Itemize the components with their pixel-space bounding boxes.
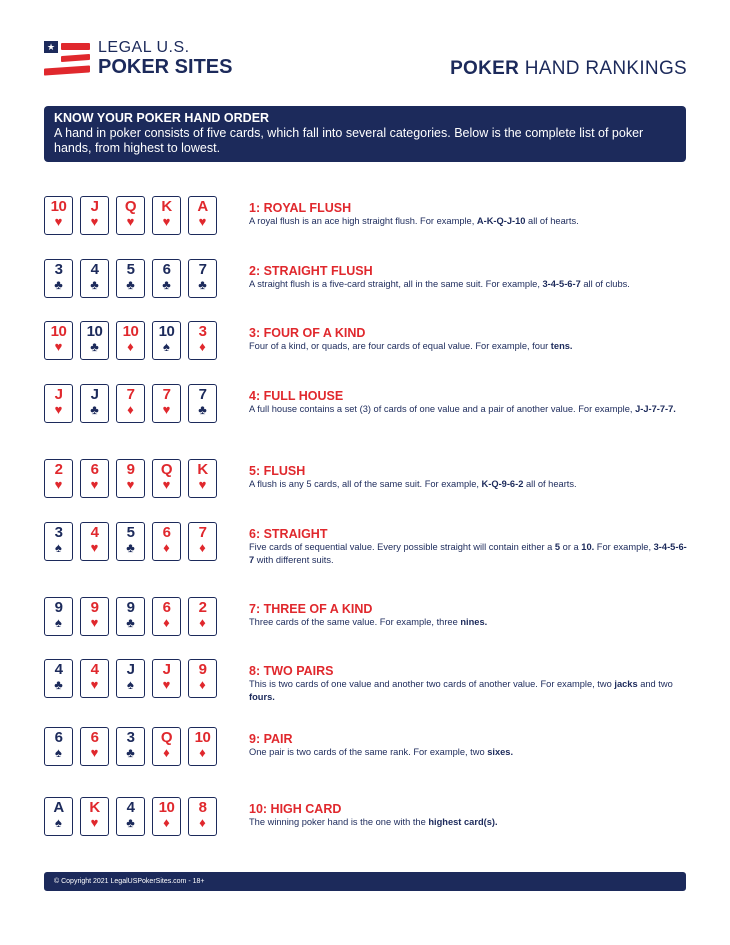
card-rank: K	[161, 198, 172, 215]
suit-icon: ♥	[90, 477, 99, 492]
card-rank: Q	[160, 461, 173, 478]
hand-title: 5: FLUSH	[249, 464, 306, 478]
hand-description: A royal flush is an ace high straight flush. For example, A-K-Q-J-10 all of hearts.	[249, 216, 579, 226]
banner-text: A hand in poker consists of five cards, which fall into several categories. Below is the complete list of poker hands, from highest to lowest.	[54, 126, 644, 155]
hand-title: 1: ROYAL FLUSH	[249, 201, 352, 215]
playing-card	[152, 522, 181, 561]
playing-card	[188, 459, 217, 498]
hand-title: 6: STRAIGHT	[249, 527, 328, 541]
suit-icon: ♦	[199, 745, 206, 760]
card-rank: J	[162, 661, 171, 678]
suit-icon: ♦	[199, 815, 206, 830]
card-rank: 5	[126, 261, 135, 278]
suit-icon: ♦	[199, 677, 206, 692]
suit-icon: ♣	[90, 277, 99, 292]
playing-card	[80, 459, 109, 498]
suit-icon: ♦	[199, 615, 206, 630]
hand-row	[44, 259, 686, 305]
suit-icon: ♥	[126, 477, 135, 492]
card-group	[44, 259, 224, 298]
card-rank: J	[126, 661, 135, 678]
playing-card	[80, 384, 109, 423]
suit-icon: ♣	[54, 677, 63, 692]
suit-icon: ♥	[90, 677, 99, 692]
hand-description: Three cards of the same value. For example, three nines.	[249, 617, 488, 627]
card-rank: 6	[162, 261, 171, 278]
playing-card	[152, 259, 181, 298]
hand-description: A straight flush is a five-card straight, all in the same suit. For example, 3-4-5-6-7 all of clubs.	[249, 279, 630, 289]
suit-icon: ♣	[126, 540, 135, 555]
suit-icon: ♥	[126, 214, 135, 229]
card-rank: J	[90, 386, 99, 403]
suit-icon: ♣	[126, 277, 135, 292]
suit-icon: ♠	[163, 339, 170, 354]
hand-row	[44, 727, 686, 773]
card-rank: J	[54, 386, 63, 403]
hand-row	[44, 196, 686, 242]
playing-card	[188, 797, 217, 836]
suit-icon: ♦	[163, 815, 170, 830]
hand-description: One pair is two cards of the same rank. For example, two sixes.	[249, 747, 514, 757]
hand-row	[44, 797, 686, 843]
playing-card	[188, 522, 217, 561]
hand-title: 8: TWO PAIRS	[249, 664, 334, 678]
hand-title: 10: HIGH CARD	[249, 802, 342, 816]
suit-icon: ♣	[90, 339, 99, 354]
card-rank: J	[90, 198, 99, 215]
site-logo[interactable]	[44, 40, 232, 77]
card-rank: 4	[54, 661, 63, 678]
hand-row	[44, 384, 686, 430]
card-group	[44, 459, 224, 498]
card-rank: 7	[198, 386, 207, 403]
hand-row	[44, 522, 686, 568]
suit-icon: ♦	[163, 745, 170, 760]
footer-copyright: © Copyright 2021 LegalUSPokerSites.com - 18+	[44, 872, 686, 891]
playing-card	[188, 384, 217, 423]
suit-icon: ♥	[90, 214, 99, 229]
playing-card	[44, 259, 73, 298]
card-group	[44, 321, 224, 360]
card-rank: K	[197, 461, 208, 478]
card-rank: 10	[50, 198, 67, 215]
playing-card	[116, 659, 145, 698]
suit-icon: ♠	[127, 677, 134, 692]
playing-card	[80, 797, 109, 836]
playing-card	[152, 727, 181, 766]
hand-row	[44, 321, 686, 367]
card-rank: 4	[90, 524, 99, 541]
playing-card	[44, 321, 73, 360]
hand-row	[44, 659, 686, 705]
card-rank: A	[53, 799, 64, 816]
suit-icon: ♣	[126, 615, 135, 630]
card-group	[44, 659, 224, 698]
playing-card	[116, 727, 145, 766]
card-group	[44, 797, 224, 836]
playing-card	[44, 659, 73, 698]
card-rank: 9	[90, 599, 99, 616]
playing-card	[44, 459, 73, 498]
playing-card	[152, 384, 181, 423]
playing-card	[152, 659, 181, 698]
card-rank: Q	[160, 729, 173, 746]
hand-description: This is two cards of one value and another two cards of another value. For example, two jacks and two fours.	[249, 679, 673, 702]
card-rank: 7	[198, 261, 207, 278]
playing-card	[188, 597, 217, 636]
playing-card	[188, 659, 217, 698]
playing-card	[188, 196, 217, 235]
playing-card	[152, 196, 181, 235]
playing-card	[80, 196, 109, 235]
suit-icon: ♥	[162, 477, 171, 492]
card-rank: 10	[122, 323, 139, 340]
card-rank: 10	[158, 323, 175, 340]
card-rank: 3	[54, 524, 63, 541]
playing-card	[44, 797, 73, 836]
page-title-bold: POKER	[450, 58, 520, 79]
playing-card	[80, 727, 109, 766]
playing-card	[152, 321, 181, 360]
card-rank: 10	[194, 729, 211, 746]
suit-icon: ♠	[55, 615, 62, 630]
card-rank: 6	[90, 729, 99, 746]
playing-card	[44, 522, 73, 561]
card-rank: 10	[50, 323, 67, 340]
intro-banner	[44, 106, 686, 162]
suit-icon: ♣	[126, 815, 135, 830]
logo-line-1: LEGAL U.S.	[98, 39, 190, 56]
playing-card	[116, 196, 145, 235]
banner-title: KNOW YOUR POKER HAND ORDER	[54, 111, 270, 125]
hand-description: A full house contains a set (3) of cards of one value and a pair of another value. For example, J-J-7-7-7.	[249, 404, 676, 414]
hand-description: Four of a kind, or quads, are four cards of equal value. For example, four tens.	[249, 341, 573, 351]
suit-icon: ♥	[54, 402, 63, 417]
hand-description: A flush is any 5 cards, all of the same suit. For example, K-Q-9-6-2 all of hearts.	[249, 479, 577, 489]
hand-title: 2: STRAIGHT FLUSH	[249, 264, 373, 278]
suit-icon: ♥	[90, 815, 99, 830]
playing-card	[80, 321, 109, 360]
playing-card	[152, 797, 181, 836]
playing-card	[44, 196, 73, 235]
hand-row	[44, 459, 686, 505]
card-rank: 3	[126, 729, 135, 746]
page-title	[450, 58, 687, 80]
card-rank: 9	[126, 461, 135, 478]
hand-title: 9: PAIR	[249, 732, 293, 746]
playing-card	[80, 522, 109, 561]
playing-card	[116, 522, 145, 561]
card-rank: 6	[90, 461, 99, 478]
playing-card	[116, 797, 145, 836]
card-rank: 7	[198, 524, 207, 541]
card-rank: 8	[198, 799, 207, 816]
card-rank: 10	[86, 323, 103, 340]
card-rank: 9	[126, 599, 135, 616]
suit-icon: ♥	[54, 477, 63, 492]
playing-card	[152, 597, 181, 636]
hand-title: 3: FOUR OF A KIND	[249, 326, 366, 340]
suit-icon: ♣	[162, 277, 171, 292]
playing-card	[116, 459, 145, 498]
suit-icon: ♦	[163, 615, 170, 630]
suit-icon: ♦	[199, 540, 206, 555]
suit-icon: ♥	[162, 402, 171, 417]
hand-title: 7: THREE OF A KIND	[249, 602, 373, 616]
suit-icon: ♦	[199, 339, 206, 354]
card-group	[44, 727, 224, 766]
logo-line-2: POKER SITES	[98, 56, 233, 78]
card-rank: A	[197, 198, 208, 215]
card-group	[44, 196, 224, 235]
playing-card	[44, 384, 73, 423]
card-rank: 4	[126, 799, 135, 816]
playing-card	[80, 659, 109, 698]
suit-icon: ♥	[54, 214, 63, 229]
card-rank: 5	[126, 524, 135, 541]
playing-card	[188, 727, 217, 766]
card-rank: 7	[162, 386, 171, 403]
suit-icon: ♠	[55, 745, 62, 760]
suit-icon: ♣	[54, 277, 63, 292]
card-rank: 10	[158, 799, 175, 816]
card-rank: 6	[162, 599, 171, 616]
card-rank: 3	[198, 323, 207, 340]
suit-icon: ♣	[90, 402, 99, 417]
suit-icon: ♣	[126, 745, 135, 760]
card-group	[44, 384, 224, 423]
card-rank: 7	[126, 386, 135, 403]
playing-card	[152, 459, 181, 498]
playing-card	[80, 597, 109, 636]
card-rank: 2	[198, 599, 207, 616]
playing-card	[44, 597, 73, 636]
suit-icon: ♦	[163, 540, 170, 555]
card-group	[44, 597, 224, 636]
card-rank: Q	[124, 198, 137, 215]
page-title-rest: HAND RANKINGS	[519, 58, 687, 79]
hand-description: Five cards of sequential value. Every possible straight will contain either a 5 or a 10. For example, 3-4-5-6-7 with different suits.	[249, 542, 687, 565]
card-rank: K	[89, 799, 100, 816]
card-rank: 9	[54, 599, 63, 616]
hand-description: The winning poker hand is the one with the highest card(s).	[249, 817, 498, 827]
suit-icon: ♠	[55, 815, 62, 830]
playing-card	[188, 259, 217, 298]
playing-card	[116, 321, 145, 360]
card-rank: 4	[90, 261, 99, 278]
suit-icon: ♥	[198, 214, 207, 229]
suit-icon: ♦	[127, 402, 134, 417]
card-rank: 4	[90, 661, 99, 678]
card-rank: 6	[54, 729, 63, 746]
playing-card	[188, 321, 217, 360]
hand-row	[44, 597, 686, 643]
card-rank: 9	[198, 661, 207, 678]
suit-icon: ♥	[54, 339, 63, 354]
card-rank: 3	[54, 261, 63, 278]
card-rank: 6	[162, 524, 171, 541]
suit-icon: ♥	[198, 477, 207, 492]
hand-title: 4: FULL HOUSE	[249, 389, 344, 403]
suit-icon: ♥	[90, 540, 99, 555]
suit-icon: ♥	[90, 615, 99, 630]
suit-icon: ♦	[127, 339, 134, 354]
playing-card	[116, 597, 145, 636]
suit-icon: ♣	[198, 277, 207, 292]
playing-card	[116, 384, 145, 423]
playing-card	[80, 259, 109, 298]
suit-icon: ♠	[55, 540, 62, 555]
playing-card	[44, 727, 73, 766]
playing-card	[116, 259, 145, 298]
suit-icon: ♥	[90, 745, 99, 760]
suit-icon: ♥	[162, 677, 171, 692]
suit-icon: ♣	[198, 402, 207, 417]
card-rank: 2	[54, 461, 63, 478]
flag-icon: ★	[44, 41, 90, 77]
card-group	[44, 522, 224, 561]
suit-icon: ♥	[162, 214, 171, 229]
